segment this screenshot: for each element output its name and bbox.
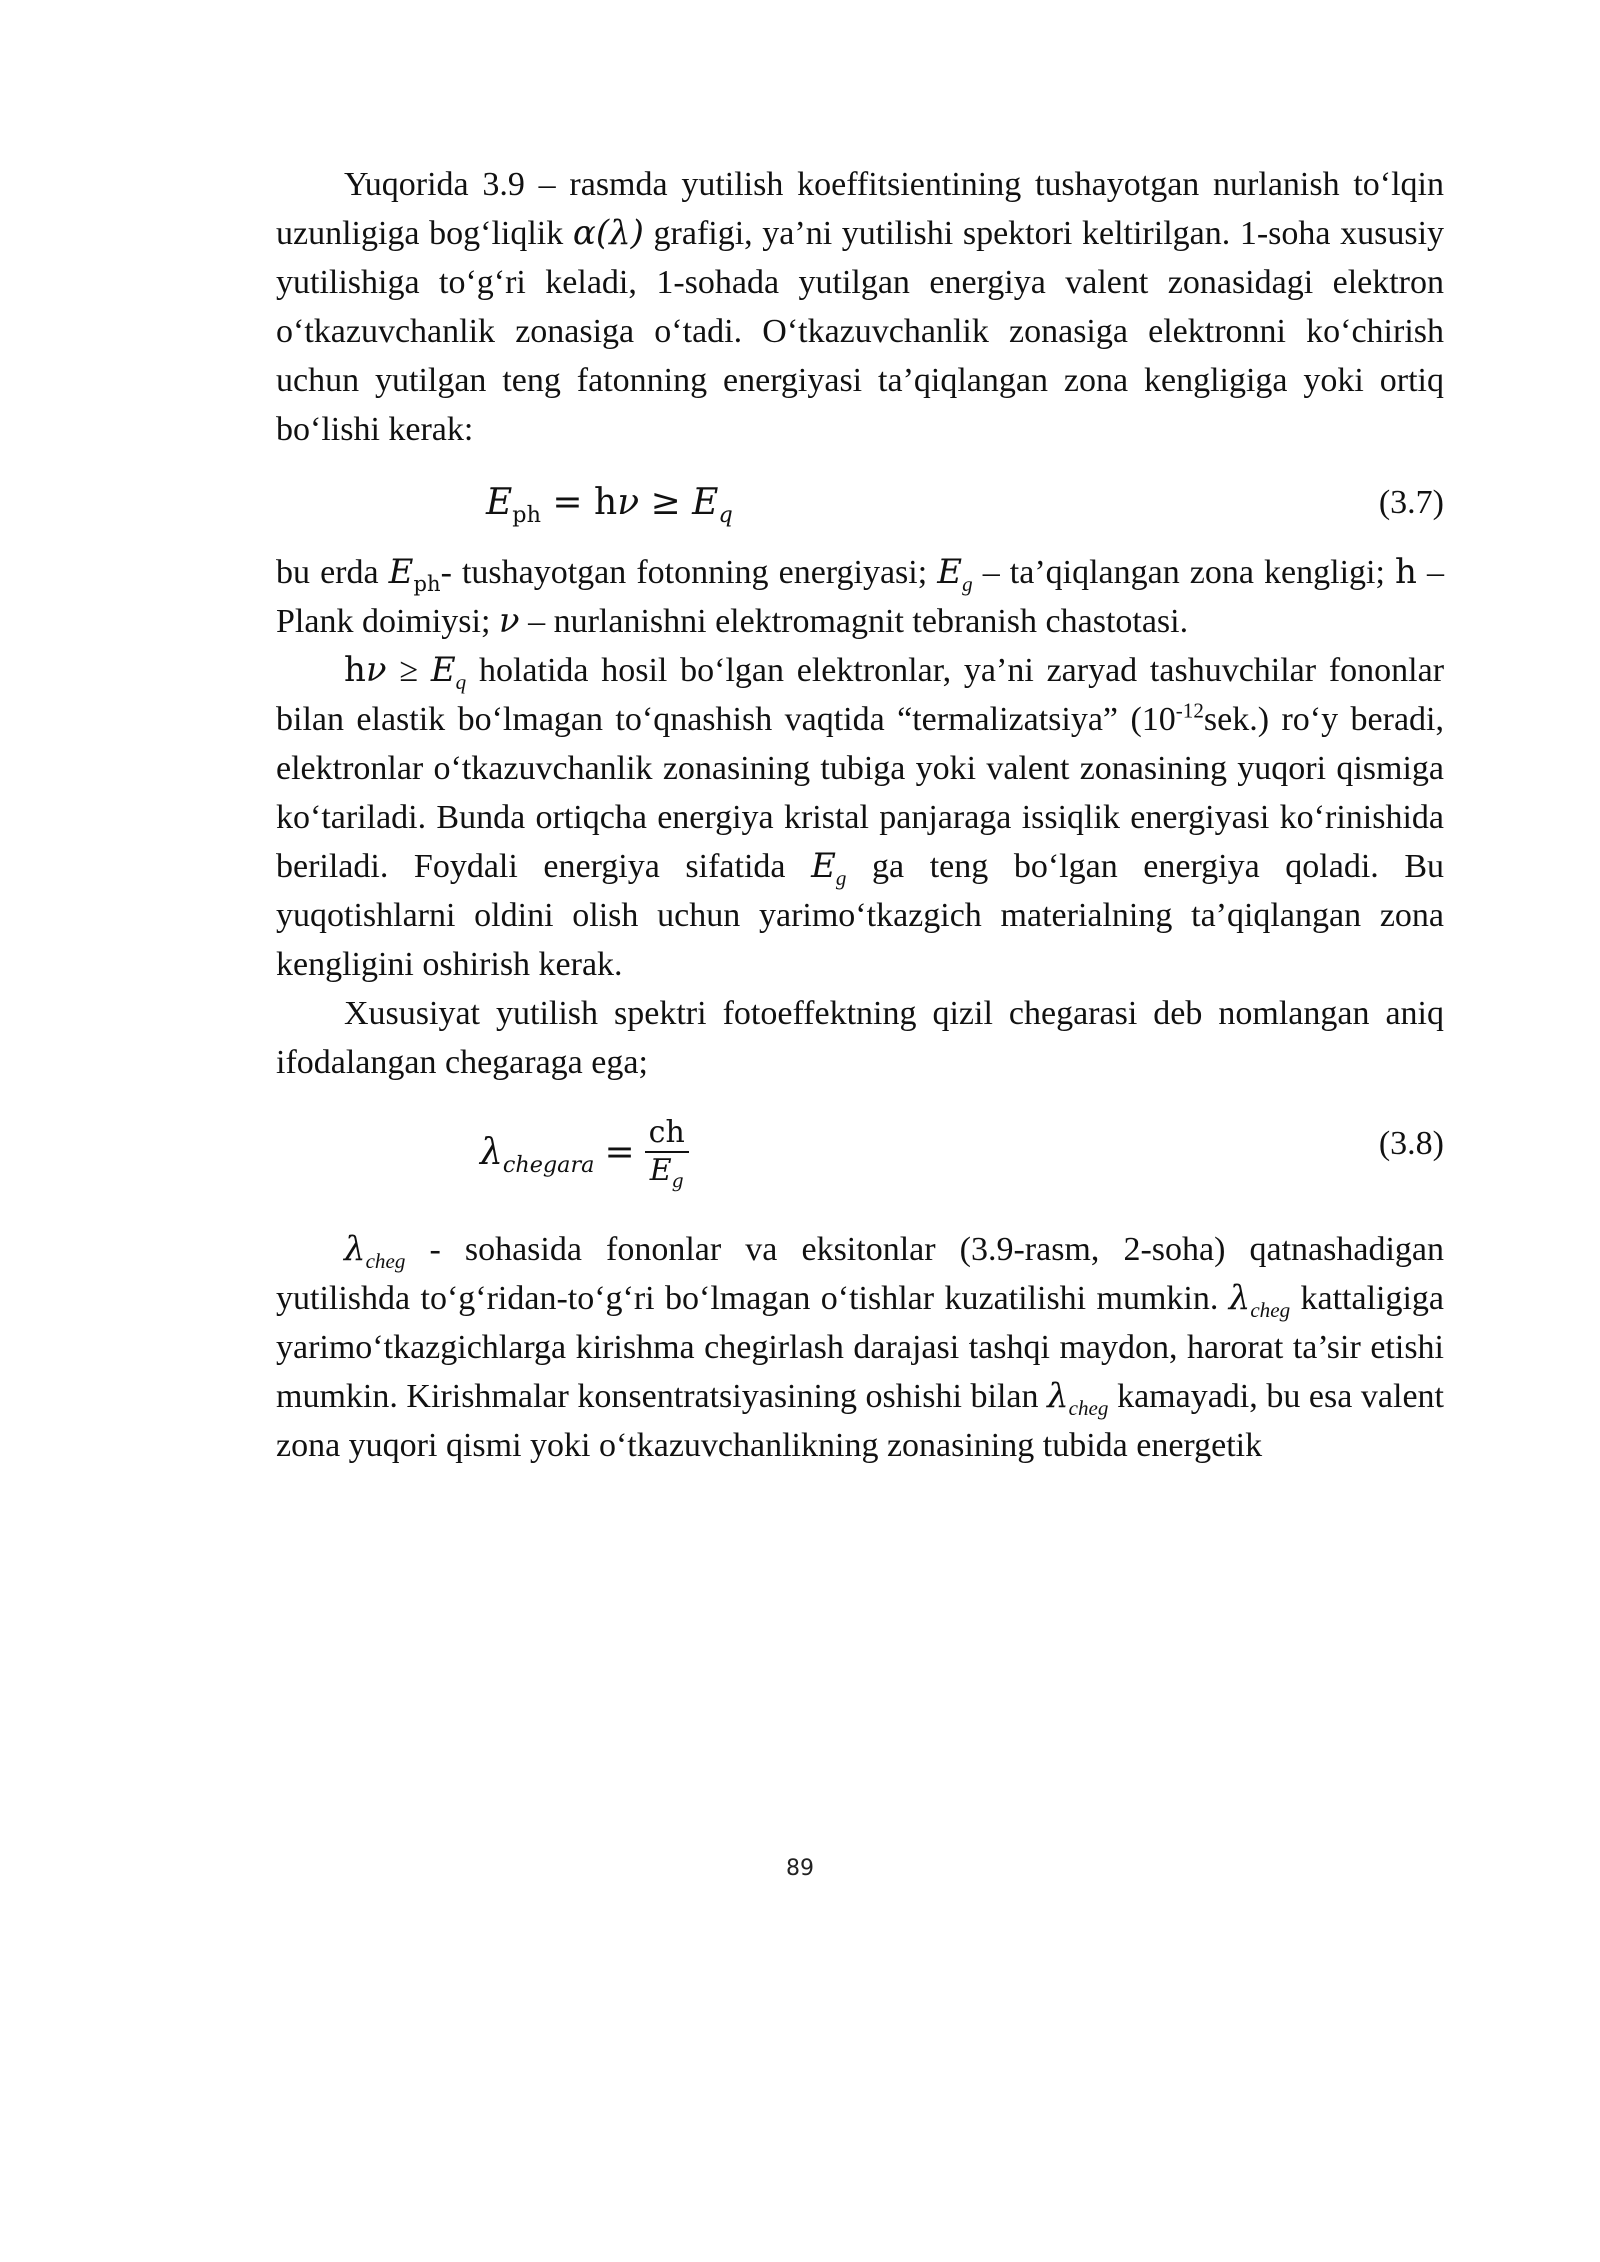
alpha-lambda: α(λ) xyxy=(572,213,644,253)
page-body xyxy=(276,160,1444,1470)
equation-number: (3.8) xyxy=(1378,1125,1444,1162)
paragraph-5: $\lambda_{cheg}$ - sohasida fononlar va eksitonlar (3.9-rasm, 2-soha) qatnashadigan yutilishda to‘g‘ridan-to‘g‘ri bo‘lmagan o‘tishlar kuzatilishi mumkin. $\lambda_{cheg}$ kattaligiga yarimo‘tkazgichlarga kirishma chegirlash darajasi tashqi maydon, harorat ta’sir etishi mumkin. Kirishmalar konsentratsiyasining oshishi bilan $\lambda_{cheg}$ kamayadi, bu esa valent zona yuqori qismi yoki o‘tkazuvchanlikning zonasining tubida energetik xyxy=(276,1229,1445,1464)
equation-3-8 xyxy=(276,1087,1444,1207)
equation-3-7-formula: $E_{ph} = h\nu \ge E_q$ xyxy=(486,482,733,529)
paragraph-2: bu erda $E_{ph}-$ tushayotgan fotonning energiyasi; $E_g$ – ta’qiqlangan zona kengligi; h – Plank doimiysi; ν – nurlanishni elektromagnit tebranish chastotasi. xyxy=(276,552,1444,641)
equation-3-8-formula: $\lambda_{chegara}$ = $\frac{ch}{E_g}$ xyxy=(480,1115,689,1189)
page-number: 89 xyxy=(786,1856,814,1881)
paragraph-4: Xususiyat yutilish spektri fotoeffektning qizil chegarasi deb nomlangan aniq ifodalangan chegaraga ega; xyxy=(276,995,1444,1081)
paragraph-3: $h\nu \ge E_q$ holatida hosil bo‘lgan elektronlar, ya’ni zaryad tashuvchilar fononlar bilan elastik bo‘lmagan to‘qnashish vaqtida “termalizatsiya” $(10^{-12}sek.)$ ro‘y beradi, elektronlar o‘tkazuvchanlik zonasining tubiga yoki valent zonasining yuqori qismiga ko‘tariladi. Bunda ortiqcha energiya kristal panjaraga issiqlik energiyasi ko‘rinishida beriladi. Foydali energiya sifatida $E_g$ ga teng bo‘lgan energiya qoladi. Bu yuqotishlarni oldini olish uchun yarimo‘tkazgich materialning ta’qiqlangan zona kengligini oshirish kerak. xyxy=(276,650,1445,983)
paragraph-1: Yuqorida 3.9 – rasmda yutilish koeffitsientining tushayotgan nurlanish to‘lqin uzunligiga bog‘liqlik α(λ) grafigi, ya’ni yutilishi spektori keltirilgan. 1-soha xususiy yutilishiga to‘g‘ri keladi, 1-sohada yutilgan energiya valent zonasidagi elektron o‘tkazuvchanlik zonasiga o‘tadi. O‘tkazuvchanlik zonasiga elektronni ko‘chirish uchun yutilgan teng fatonning energiyasi ta’qiqlangan zona kengligiga yoki ortiq bo‘lishi kerak: xyxy=(276,166,1445,448)
fraction: $\frac{ch}{E_g}$ xyxy=(645,1115,689,1189)
equation-3-7 xyxy=(276,468,1444,548)
equation-number: (3.7) xyxy=(1378,484,1444,521)
